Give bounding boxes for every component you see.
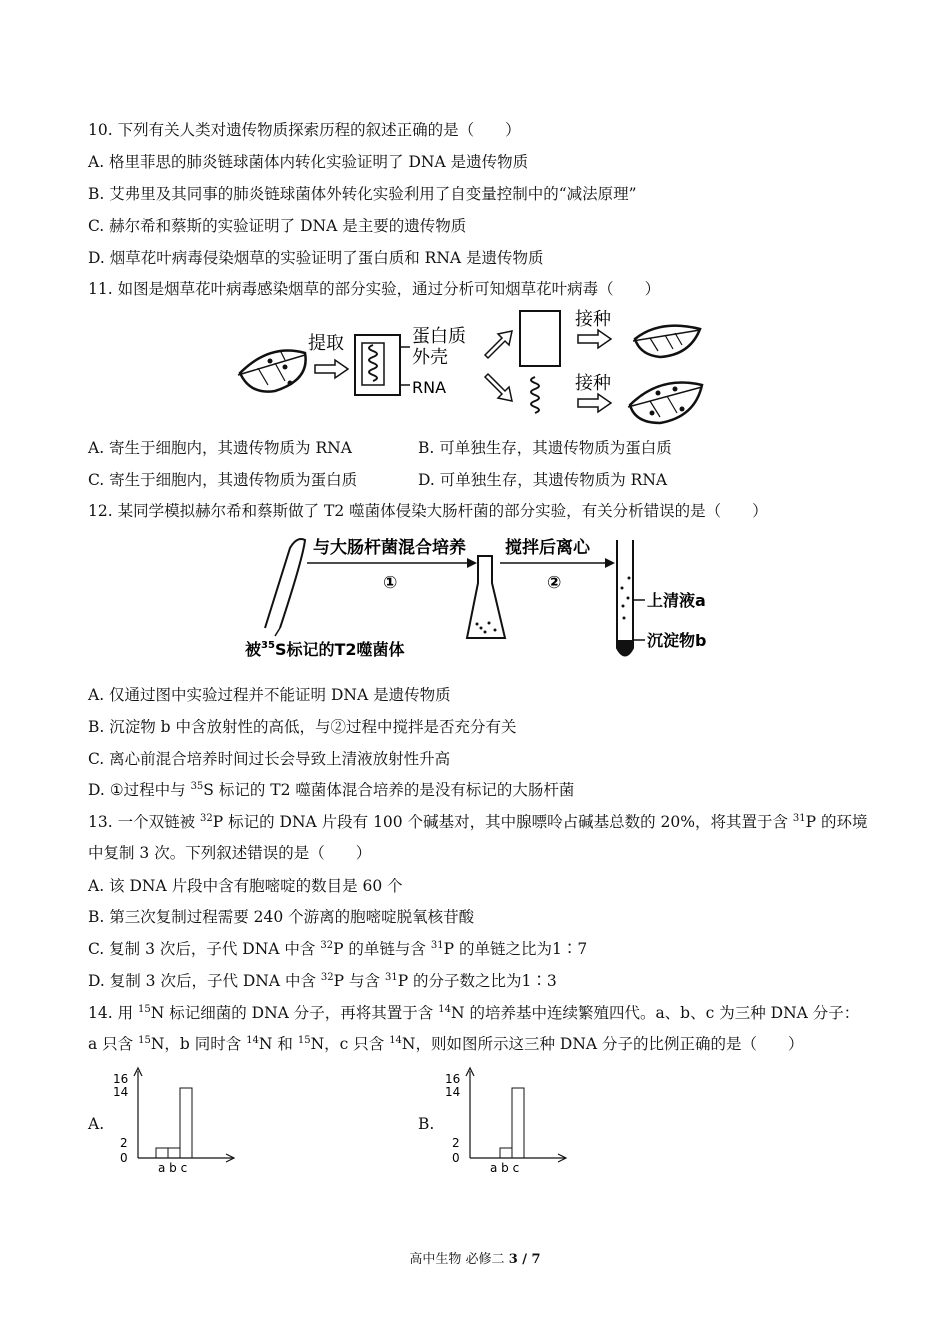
supernatant-label: 上清液a [647, 591, 706, 610]
protein-label-2: 外壳 [412, 347, 448, 368]
bar-b [168, 1148, 180, 1158]
q12-option-d: D. ①过程中与 $^{35}$S 标记的 T2 噬菌体混合培养的是没有标记的大肠杆菌 [88, 781, 575, 799]
y-tick-2: 2 [452, 1136, 460, 1150]
q12-option-b: B. 沉淀物 b 中含放射性的高低，与②过程中搅拌是否充分有关 [88, 718, 517, 736]
q13-option-b: B. 第三次复制过程需要 240 个游离的胞嘧啶脱氧核苷酸 [88, 908, 475, 926]
sediment-label: 沉淀物b [647, 631, 707, 650]
q11-stem: 11. 如图是烟草花叶病毒感染烟草的部分实验，通过分析可知烟草花叶病毒（ ） [88, 280, 661, 298]
arrow-inoculate-bottom-icon [578, 394, 611, 412]
arrow-up-icon [485, 331, 512, 358]
arrow-inoculate-top-icon [578, 330, 611, 348]
q11-option-b: B. 可单独生存，其遗传物质为蛋白质 [418, 439, 672, 457]
step2-num: ② [547, 573, 562, 593]
q12-figure [235, 528, 725, 668]
protein-label-1: 蛋白质 [412, 326, 466, 347]
q13-stem: 13. 一个双链被 $^{32}$P 标记的 DNA 片段有 100 个碱基对，其中腺嘌呤占碱基总数的 20%，将其置于含 $^{31}$P 的环境中复制 3 次。下列叙述错误的是（ ） [88, 813, 868, 862]
q14-stem: 14. 用 $^{15}$N 标记细菌的 DNA 分子，再将其置于含 $^{14}$N 的培养基中连续繁殖四代。a、b、c 为三种 DNA 分子：a 只含 $^{15}$N，b 同时含 $^{14}$N 和 $^{15}$N，c 只含 $^{14}$N，则如图所示这三种 DNA 分子的比例正确的是（ ） [88, 1004, 860, 1053]
centrifuge-tube-icon [617, 540, 633, 656]
rna-isolated-icon [531, 377, 539, 413]
phage-pipette-icon [265, 539, 305, 628]
q14-chart-b [440, 1066, 575, 1176]
extract-label: 提取 [308, 333, 344, 354]
q10-stem: 10. 下列有关人类对遗传物质探索历程的叙述正确的是（ ） [88, 121, 521, 139]
phage-label: 被$^{35}$S标记的T2噬菌体 [245, 640, 405, 659]
q10-option-b: B. 艾弗里及其同事的肺炎链球菌体外转化实验利用了自变量控制中的“减法原理” [88, 185, 637, 203]
y-tick-14: 14 [445, 1085, 461, 1099]
q11-option-d: D. 可单独生存，其遗传物质为 RNA [418, 471, 668, 489]
q11-option-a: A. 寄生于细胞内，其遗传物质为 RNA [88, 439, 352, 457]
q12-option-a: A. 仅通过图中实验过程并不能证明 DNA 是遗传物质 [88, 686, 451, 704]
bar-a [156, 1148, 168, 1158]
q11-option-c: C. 寄生于细胞内，其遗传物质为蛋白质 [88, 471, 358, 489]
y-tick-16: 16 [445, 1072, 461, 1086]
y-tick-16: 16 [113, 1072, 129, 1086]
arrow-extract-icon [315, 360, 348, 378]
y-tick-14: 14 [113, 1085, 129, 1099]
category-labels: a b c [490, 1161, 520, 1175]
y-tick-0: 0 [452, 1151, 460, 1165]
y-tick-0: 0 [120, 1151, 128, 1165]
q12-option-c: C. 离心前混合培养时间过长会导致上清液放射性升高 [88, 750, 451, 768]
category-labels: a b c [158, 1161, 188, 1175]
q10-option-c: C. 赫尔希和蔡斯的实验证明了 DNA 是主要的遗传物质 [88, 217, 467, 235]
q10-option-a: A. 格里菲思的肺炎链球菌体内转化实验证明了 DNA 是遗传物质 [88, 153, 529, 171]
step1-label: 与大肠杆菌混合培养 [313, 538, 466, 558]
q14-option-a-label: A. [88, 1115, 105, 1133]
inoculate-label-bottom: 接种 [575, 373, 611, 394]
q11-figure [230, 305, 710, 430]
step2-label: 搅拌后离心 [505, 538, 590, 558]
y-tick-2: 2 [120, 1136, 128, 1150]
q10-option-d: D. 烟草花叶病毒侵染烟草的实验证明了蛋白质和 RNA 是遗传物质 [88, 249, 544, 267]
q13-option-d: D. 复制 3 次后，子代 DNA 中含 $^{32}$P 与含 $^{31}$P 的分子数之比为1∶3 [88, 972, 557, 990]
rna-label: RNA [412, 378, 447, 397]
infected-leaf-left [238, 350, 306, 392]
q14-chart-a [108, 1066, 243, 1176]
q13-option-c: C. 复制 3 次后，子代 DNA 中含 $^{32}$P 的单链与含 $^{31}$P 的单链之比为1∶7 [88, 940, 588, 958]
healthy-leaf [633, 326, 700, 357]
q14-option-b-label: B. [418, 1115, 435, 1133]
page-footer: 高中生物 必修二 3 / 7 [409, 1252, 541, 1267]
protein-box [520, 311, 560, 366]
inoculate-label-top: 接种 [575, 309, 611, 330]
q13-option-a: A. 该 DNA 片段中含有胞嘧啶的数目是 60 个 [88, 877, 403, 895]
bar-c [180, 1088, 192, 1158]
arrow-down-icon [485, 374, 512, 401]
culture-flask-icon [467, 556, 505, 638]
step1-num: ① [383, 573, 398, 593]
q12-stem: 12. 某同学模拟赫尔希和蔡斯做了 T2 噬菌体侵染大肠杆菌的部分实验，有关分析错误的是（ ） [88, 502, 768, 520]
bar-b [500, 1148, 512, 1158]
bar-c [512, 1088, 524, 1158]
rna-coil-icon [369, 345, 377, 381]
infected-leaf-right [628, 383, 702, 424]
